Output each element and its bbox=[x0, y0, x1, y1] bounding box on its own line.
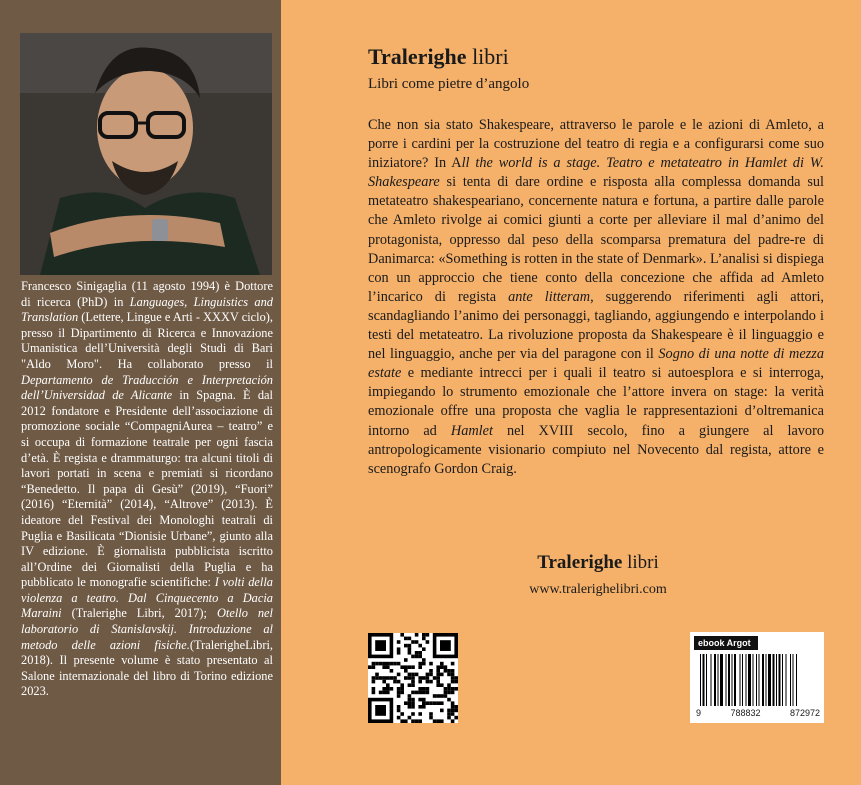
publisher-footer-name-light: libri bbox=[622, 552, 659, 573]
blurb-segment: Che non sia stato Shakespeare, attraverso le parole e le azioni di Amleto, a porre i cardini per la costruzione del teatro di regia e a configurarsi come suo iniziatore? In A bbox=[368, 117, 824, 172]
bio-segment: (TralerigheLibri, 2018). Il presente volume è stato presentato al Salone internazionale del libro di Torino edizione 2023. bbox=[21, 637, 273, 699]
blurb-segment: ante litteram bbox=[508, 288, 591, 305]
publisher-name-light: libri bbox=[466, 44, 509, 69]
publisher-name bbox=[368, 44, 529, 70]
publisher-footer-name bbox=[480, 552, 716, 574]
bio-segment: (Tralerighe Libri, 2017); bbox=[61, 606, 217, 621]
barcode-box bbox=[690, 632, 824, 723]
publisher-url: www.tralerighelibri.com bbox=[529, 582, 667, 597]
blurb-segment: si tenta di dare ordine e risposta alla complessa domanda sul metateatro shakespeariano, concernente natura e fortuna, a partire dalle parole che Amleto rivolge ai comici giunti a corte per alleviare il mal d’animo del protagonista, oppresso dal peso della scomparsa prematura del padre-re di Danimarca: «Something is rotten in the state of Denmark». L’analisi si dispiega con un approccio che tiene conto della concezione che affida ad Amleto l’incarico di regista bbox=[368, 174, 824, 305]
blurb-segment: , suggerendo riferimenti agli attori, scandagliando l’animo dei personaggi, tagliando, aggiungendo e interpolando i testi del metateatro. La rivoluzione proposta da Shakespeare è il linguaggio e nel linguaggio, anche per via del paragone con il bbox=[368, 288, 825, 363]
publisher-name-bold: Tralerighe bbox=[368, 44, 467, 69]
bio-segment: Otello nel laboratorio di Stanislavskij. Introduzione al metodo delle azioni fisiche. bbox=[21, 606, 273, 652]
publisher-tagline: Libri come pietre d’angolo bbox=[368, 76, 530, 92]
ebook-label: ebook Argot bbox=[694, 636, 758, 650]
book-blurb bbox=[368, 116, 824, 479]
blurb-segment: nel XVIII secolo, fino a giungere al lavoro antropologicamente visionario compiuto nel Novecento dal regista, attore e scenografo Gordon Craig. bbox=[368, 422, 824, 477]
blurb-segment: Sogno di una notte di mezza estate bbox=[368, 346, 824, 382]
book-blurb-text bbox=[368, 116, 824, 479]
barcode-digits bbox=[696, 707, 820, 719]
qr-code bbox=[368, 633, 458, 723]
portrait-image bbox=[20, 33, 272, 275]
bio-segment: I volti della violenza a teatro. Dal Cinquecento a Dacia Maraini bbox=[21, 575, 273, 621]
publisher-footer-name-bold: Tralerighe bbox=[537, 552, 623, 573]
bio-segment: Departamento de Traducción e Interpretación dell’Universidad de Alicante bbox=[21, 372, 273, 403]
left-strip bbox=[0, 0, 281, 785]
barcode-digit-group-2: 872972 bbox=[789, 708, 820, 718]
bio-segment: Languages, Linguistics and Translation bbox=[21, 294, 273, 325]
blurb-segment: e mediante intrecci per i quali il teatro si autoesplora e si interroga, impiegando lo strumento emozionale che l’attore invera on stage: la verità emozionale offre una proposta che vaglia le rappresentazioni d’oltremanica intorno ad bbox=[368, 365, 824, 439]
author-photo bbox=[20, 33, 272, 275]
qr-code-graphic bbox=[368, 633, 458, 723]
bio-segment: (Lettere, Lingue e Arti - XXXV ciclo), presso il Dipartimento di Ricerca e Innovazione Umanistica dell’Università degli Studi di Bari "Aldo Moro". Ha collaborato presso il bbox=[21, 310, 274, 371]
barcode-digit-prefix: 9 bbox=[696, 708, 702, 718]
barcode-graphic bbox=[700, 654, 814, 706]
author-bio bbox=[21, 279, 273, 700]
blurb-segment: ll the world is a stage. Teatro e metateatro in Hamlet di W. Shakespeare bbox=[368, 155, 824, 191]
bio-segment: Francesco Sinigaglia (11 agosto 1994) è Dottore di ricerca (PhD) in bbox=[21, 279, 273, 309]
author-bio-text bbox=[21, 279, 273, 700]
bio-segment: in Spagna. È dal 2012 fondatore e Presidente dell’associazione di promozione sociale “CompagniAurea – teatro” e si occupa di formazione teatrale per ogni fascia d’età. È regista e drammaturgo: tra alcuni titoli di lavori portati in scena e premiati si ricordano “Benedetto. Il papa di Gesù” (2019), “Fuori” (2016) “Eternità” (2014), “Altrove” (2013). È ideatore del Festival dei Monologhi teatrali di Puglia e Basilicata “Dionisie Urbane”, giunto alla IV edizione. È giornalista pubblicista iscritto all’Ordine dei Giornalisti della Puglia e ha pubblicato le monografie scientifiche: bbox=[21, 388, 273, 590]
blurb-segment: Hamlet bbox=[450, 422, 493, 439]
publisher-header bbox=[368, 44, 529, 95]
barcode-digit-group-1: 788832 bbox=[730, 708, 761, 718]
publisher-footer bbox=[480, 552, 716, 600]
